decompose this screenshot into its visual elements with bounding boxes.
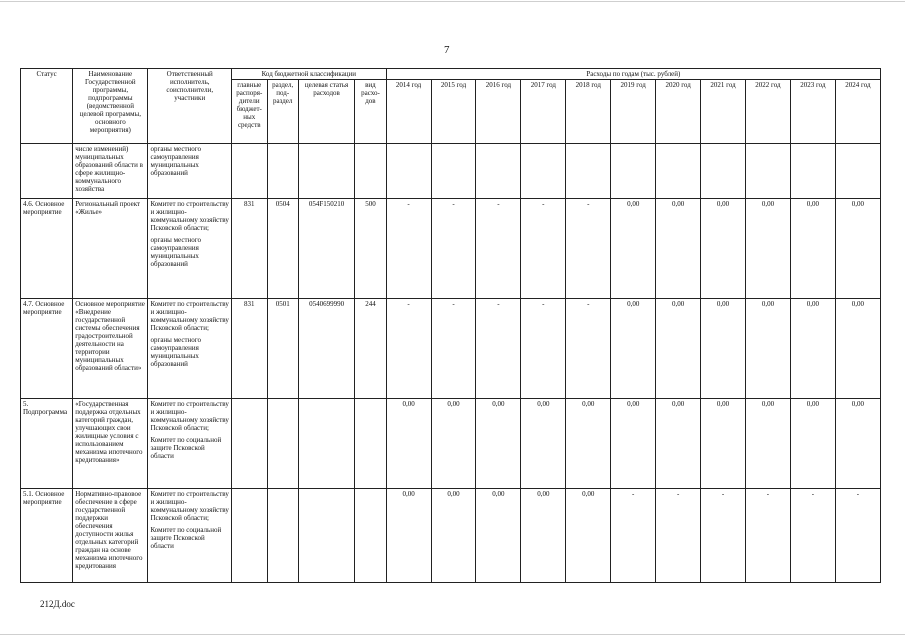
- row-vr: 500: [355, 199, 386, 299]
- header-year: 2014 год: [386, 80, 431, 144]
- row-value-cell: 0,00: [746, 299, 791, 399]
- row-value-cell: -: [701, 489, 746, 583]
- row-value-cell: 0,00: [701, 299, 746, 399]
- row-status: 5.1. Основное мероприятие: [21, 489, 73, 583]
- header-year: 2024 год: [835, 80, 880, 144]
- row-value-cell: 0,00: [790, 299, 835, 399]
- scan-edge-bottom: [0, 634, 905, 635]
- row-grbs: [232, 144, 268, 199]
- row-executor: [148, 299, 232, 399]
- row-status: 4.6. Основное мероприятие: [21, 199, 73, 299]
- row-executor: [148, 199, 232, 299]
- row-value-cell: 0,00: [611, 299, 656, 399]
- executor-entry: Комитет по социальной защите Псковской области: [150, 436, 222, 461]
- row-value-cell: 0,00: [656, 399, 701, 489]
- row-section: 0504: [267, 199, 298, 299]
- row-status: 4.7. Основное мероприятие: [21, 299, 73, 399]
- row-section: [267, 489, 298, 583]
- row-value-cell: 0,00: [835, 299, 880, 399]
- row-executor: [148, 489, 232, 583]
- row-name: «Государственная поддержка отдельных категорий граждан, улучшающих свои жилищные условия с использованием механизма ипотечного кредитования»: [73, 399, 148, 489]
- row-value-cell: [790, 144, 835, 199]
- header-year: 2015 год: [431, 80, 476, 144]
- row-section: [267, 399, 298, 489]
- header-vr: вид расхо-дов: [355, 80, 386, 144]
- row-csr: [298, 399, 354, 489]
- row-csr: [298, 489, 354, 583]
- row-value-cell: -: [386, 199, 431, 299]
- row-vr: [355, 489, 386, 583]
- row-value-cell: -: [476, 299, 521, 399]
- row-value-cell: [835, 144, 880, 199]
- row-name: Региональный проект «Жилье»: [73, 199, 148, 299]
- row-status: 5. Подпрограмма: [21, 399, 73, 489]
- table-row: [21, 199, 881, 299]
- header-csr: целевая статья расходов: [298, 80, 354, 144]
- row-value-cell: 0,00: [386, 399, 431, 489]
- row-name: Основное мероприятие «Внедрение государственной системы обеспечения градостроительной деятельности на территории муниципальных образований области»: [73, 299, 148, 399]
- row-value-cell: -: [790, 489, 835, 583]
- table-row: [21, 299, 881, 399]
- row-grbs: 831: [232, 199, 268, 299]
- table-row: [21, 489, 881, 583]
- row-name: числе изменений) муниципальных образований области в сфере жилищно-коммунального хозяйства: [73, 144, 148, 199]
- row-grbs: [232, 399, 268, 489]
- row-value-cell: 0,00: [656, 199, 701, 299]
- row-value-cell: 0,00: [476, 489, 521, 583]
- row-value-cell: 0,00: [566, 489, 611, 583]
- row-value-cell: -: [476, 199, 521, 299]
- row-name: Нормативно-правовое обеспечение в сфере государственной поддержки обеспечения доступности жилья отдельных категорий граждан на основе механизма ипотечного кредитования: [73, 489, 148, 583]
- executor-entry: Комитет по строительству и жилищно-коммунальному хозяйству Псковской области;: [150, 200, 229, 233]
- scan-edge-top: [0, 1, 905, 2]
- executor-entry: Комитет по социальной защите Псковской области: [150, 526, 222, 551]
- row-value-cell: 0,00: [701, 199, 746, 299]
- header-year: 2022 год: [746, 80, 791, 144]
- header-expenses: Расходы по годам (тыс. рублей): [386, 69, 880, 80]
- header-year: 2018 год: [566, 80, 611, 144]
- row-value-cell: 0,00: [611, 199, 656, 299]
- row-value-cell: [566, 144, 611, 199]
- row-value-cell: 0,00: [835, 199, 880, 299]
- executor-entry: Комитет по строительству и жилищно-коммунальному хозяйству Псковской области;: [150, 400, 229, 433]
- row-value-cell: [521, 144, 566, 199]
- row-value-cell: 0,00: [790, 399, 835, 489]
- row-value-cell: 0,00: [431, 489, 476, 583]
- row-value-cell: -: [431, 199, 476, 299]
- row-executor: [148, 144, 232, 199]
- row-value-cell: [746, 144, 791, 199]
- budget-table: [20, 68, 881, 583]
- row-value-cell: 0,00: [521, 399, 566, 489]
- row-value-cell: -: [386, 299, 431, 399]
- row-value-cell: [386, 144, 431, 199]
- row-value-cell: -: [521, 299, 566, 399]
- row-value-cell: 0,00: [746, 399, 791, 489]
- header-grbs: главные распоря-дители бюджет-ных средств: [232, 80, 268, 144]
- header-section: раздел, под-раздел: [267, 80, 298, 144]
- header-year: 2016 год: [476, 80, 521, 144]
- row-value-cell: -: [611, 489, 656, 583]
- row-value-cell: [431, 144, 476, 199]
- header-year: 2017 год: [521, 80, 566, 144]
- executor-entry: органы местного самоуправления муниципальных образований: [150, 236, 201, 269]
- row-value-cell: 0,00: [386, 489, 431, 583]
- executor-entry: Комитет по строительству и жилищно-коммунальному хозяйству Псковской области;: [150, 300, 229, 333]
- page-number: 7: [444, 44, 450, 56]
- row-value-cell: 0,00: [566, 399, 611, 489]
- table-row: [21, 144, 881, 199]
- row-value-cell: 0,00: [431, 399, 476, 489]
- row-csr: 054F150210: [298, 199, 354, 299]
- row-grbs: [232, 489, 268, 583]
- row-value-cell: -: [746, 489, 791, 583]
- row-grbs: 831: [232, 299, 268, 399]
- row-executor: [148, 399, 232, 489]
- table-row: [21, 399, 881, 489]
- row-value-cell: [701, 144, 746, 199]
- header-year: 2021 год: [701, 80, 746, 144]
- header-year: 2020 год: [656, 80, 701, 144]
- header-year: 2023 год: [790, 80, 835, 144]
- document-footer: 212Д.doc: [40, 599, 75, 609]
- row-csr: 0540699990: [298, 299, 354, 399]
- row-value-cell: 0,00: [611, 399, 656, 489]
- header-name: Наименование Государственной программы, подпрограммы (ведомственной целевой программы, основного мероприятия): [73, 69, 148, 144]
- header-budget-code: Код бюджетной классификации: [232, 69, 387, 80]
- row-value-cell: -: [566, 199, 611, 299]
- row-value-cell: -: [566, 299, 611, 399]
- row-vr: [355, 144, 386, 199]
- row-value-cell: 0,00: [476, 399, 521, 489]
- row-value-cell: [476, 144, 521, 199]
- executor-entry: Комитет по строительству и жилищно-коммунальному хозяйству Псковской области;: [150, 490, 229, 523]
- row-csr: [298, 144, 354, 199]
- row-value-cell: -: [521, 199, 566, 299]
- row-vr: 244: [355, 299, 386, 399]
- executor-entry: органы местного самоуправления муниципальных образований: [150, 336, 201, 369]
- row-value-cell: 0,00: [790, 199, 835, 299]
- row-value-cell: 0,00: [521, 489, 566, 583]
- row-value-cell: -: [656, 489, 701, 583]
- row-status: [21, 144, 73, 199]
- header-year: 2019 год: [611, 80, 656, 144]
- row-value-cell: -: [431, 299, 476, 399]
- row-value-cell: 0,00: [835, 399, 880, 489]
- row-value-cell: -: [835, 489, 880, 583]
- row-vr: [355, 399, 386, 489]
- row-value-cell: [611, 144, 656, 199]
- row-value-cell: [656, 144, 701, 199]
- row-value-cell: 0,00: [656, 299, 701, 399]
- row-section: [267, 144, 298, 199]
- executor-entry: органы местного самоуправления муниципальных образований: [150, 145, 201, 177]
- row-value-cell: 0,00: [701, 399, 746, 489]
- header-executor: Ответственный исполнитель, соисполнители, участники: [148, 69, 232, 144]
- row-section: 0501: [267, 299, 298, 399]
- header-status: Статус: [21, 69, 73, 144]
- row-value-cell: 0,00: [746, 199, 791, 299]
